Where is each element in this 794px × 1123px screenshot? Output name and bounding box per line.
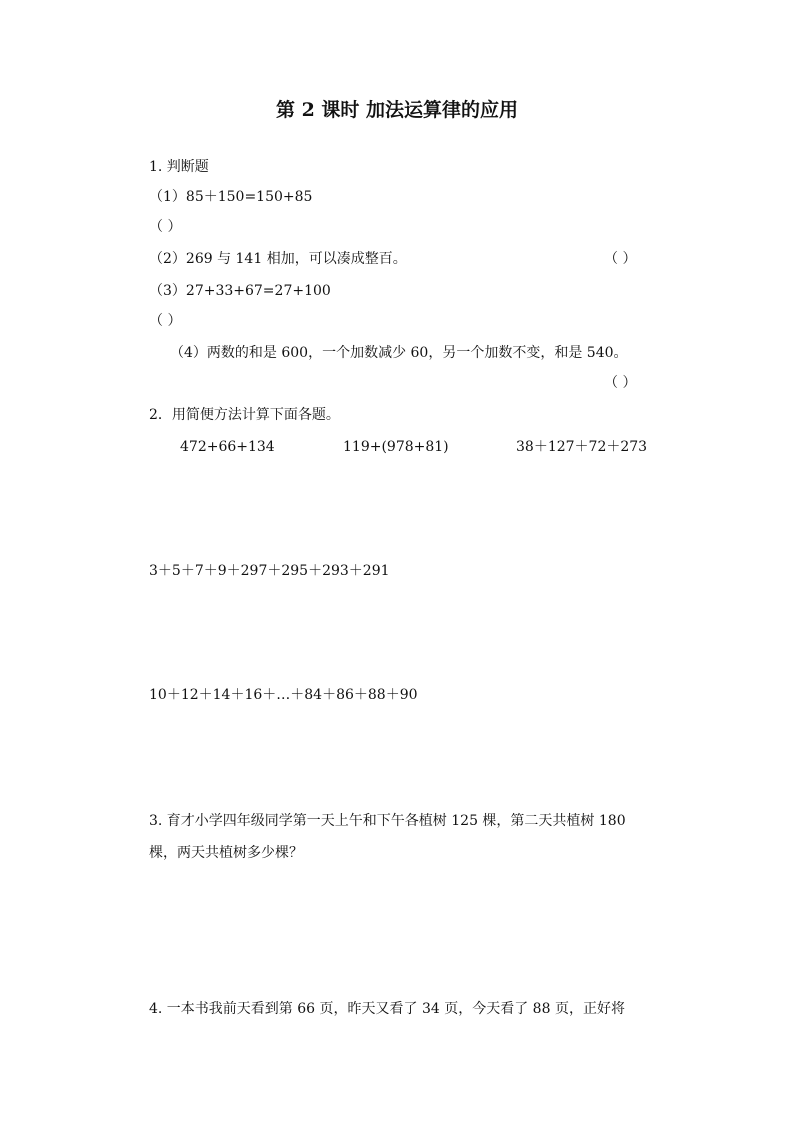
q1-item-1: （1）85＋150=150+85: [149, 189, 313, 205]
q1-item-1-answer: （ ）: [149, 219, 182, 235]
q3-text-line-2: 棵，两天共植树多少棵？: [149, 845, 303, 861]
q2-expression: 38＋127＋72＋273: [516, 439, 648, 455]
q1-item-2-answer: （ ）: [604, 251, 637, 267]
page-title: 第 2 课时 加法运算律的应用: [275, 99, 519, 121]
q2-expression: 472+66+134: [180, 439, 275, 455]
q1-item-4: （4）两数的和是 600，一个加数减少 60，另一个加数不变，和是 540。: [170, 345, 628, 361]
q3-text-line-1: 3. 育才小学四年级同学第一天上午和下午各植树 125 棵，第二天共植树 180: [149, 813, 626, 829]
q1-item-4-answer: （ ）: [604, 375, 637, 391]
q2-expression: 3＋5＋7＋9＋297＋295＋293＋291: [149, 563, 390, 579]
q2-expression: 119+(978+81): [343, 439, 449, 455]
q2-expression: 10＋12＋14＋16＋…＋84＋86＋88＋90: [149, 687, 418, 703]
q1-item-3-answer: （ ）: [149, 313, 182, 329]
q1-item-2: （2）269 与 141 相加，可以凑成整百。: [149, 251, 407, 267]
q1-heading: 1. 判断题: [149, 159, 209, 175]
q1-item-3: （3）27+33+67=27+100: [149, 283, 331, 299]
q2-heading: 2．用简便方法计算下面各题。: [149, 407, 340, 423]
q4-text-line-1: 4. 一本书我前天看到第 66 页，昨天又看了 34 页，今天看了 88 页，正好将: [149, 1001, 625, 1017]
